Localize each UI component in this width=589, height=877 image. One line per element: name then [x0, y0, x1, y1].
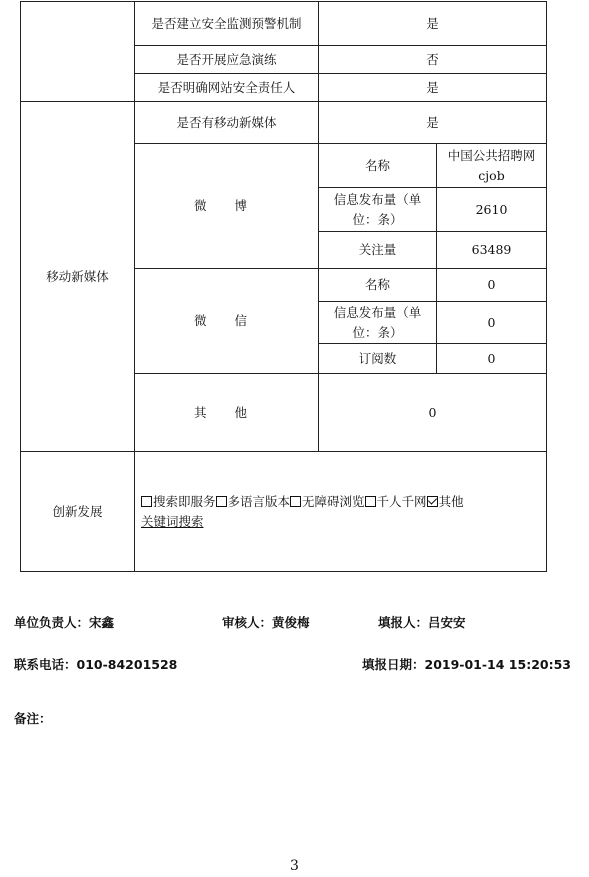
innovation-section-label: 创新发展	[21, 452, 135, 572]
weibo-name-value: 中国公共招聘网cjob	[437, 144, 547, 188]
drill-value: 否	[319, 46, 547, 74]
weibo-posts-value: 2610	[437, 188, 547, 232]
wechat-name-value: 0	[437, 269, 547, 302]
weibo-name-label: 名称	[319, 144, 437, 188]
weibo-posts-label: 信息发布量（单位：条）	[319, 188, 437, 232]
innovation-option-label: 无障碍浏览	[302, 493, 365, 509]
security-section-cell	[21, 2, 135, 102]
monitor-label: 是否建立安全监测预警机制	[135, 2, 319, 46]
page-number: 3	[290, 858, 299, 874]
wechat-posts-value: 0	[437, 302, 547, 344]
innovation-other-text: 关键词搜索	[141, 513, 204, 529]
contact-phone: 联系电话：010-84201528	[14, 657, 178, 672]
drill-label: 是否开展应急演练	[135, 46, 319, 74]
checkbox-icon	[290, 496, 301, 507]
wechat-subs-label: 订阅数	[319, 344, 437, 374]
innovation-option-label: 搜索即服务	[153, 493, 216, 509]
wechat-name-label: 名称	[319, 269, 437, 302]
innovation-option	[216, 494, 291, 509]
mobile-section-label: 移动新媒体	[21, 102, 135, 452]
fill-date: 填报日期：2019-01-14 15:20:53	[362, 657, 571, 672]
weibo-label: 微 博	[135, 144, 319, 269]
other-media-value: 0	[319, 374, 547, 452]
remarks-label: 备注：	[14, 711, 52, 726]
weibo-followers-value: 63489	[437, 232, 547, 269]
monitor-value: 是	[319, 2, 547, 46]
has-mobile-value: 是	[319, 102, 547, 144]
has-mobile-label: 是否有移动新媒体	[135, 102, 319, 144]
checkbox-icon	[141, 496, 152, 507]
checkbox-icon	[365, 496, 376, 507]
filler: 填报人：吕安安	[378, 615, 466, 630]
innovation-options-cell	[135, 452, 547, 572]
innovation-options	[141, 492, 540, 512]
weibo-followers-label: 关注量	[319, 232, 437, 269]
innovation-option-label: 其他	[438, 493, 464, 509]
innovation-option	[290, 494, 365, 509]
report-table	[20, 1, 547, 572]
responsible-label: 是否明确网站安全责任人	[135, 74, 319, 102]
reviewer: 审核人：黄俊梅	[222, 615, 310, 630]
wechat-subs-value: 0	[437, 344, 547, 374]
innovation-option-label: 千人千网	[376, 493, 427, 509]
other-media-label: 其 他	[135, 374, 319, 452]
unit-head: 单位负责人：宋鑫	[14, 615, 115, 630]
responsible-value: 是	[319, 74, 547, 102]
innovation-option	[427, 494, 464, 509]
innovation-option	[141, 494, 216, 509]
checked-box-icon	[427, 496, 438, 507]
checkbox-icon	[216, 496, 227, 507]
innovation-option	[365, 494, 427, 509]
innovation-option-label: 多语言版本	[227, 493, 291, 509]
wechat-posts-label: 信息发布量（单位：条）	[319, 302, 437, 344]
wechat-label: 微 信	[135, 269, 319, 374]
